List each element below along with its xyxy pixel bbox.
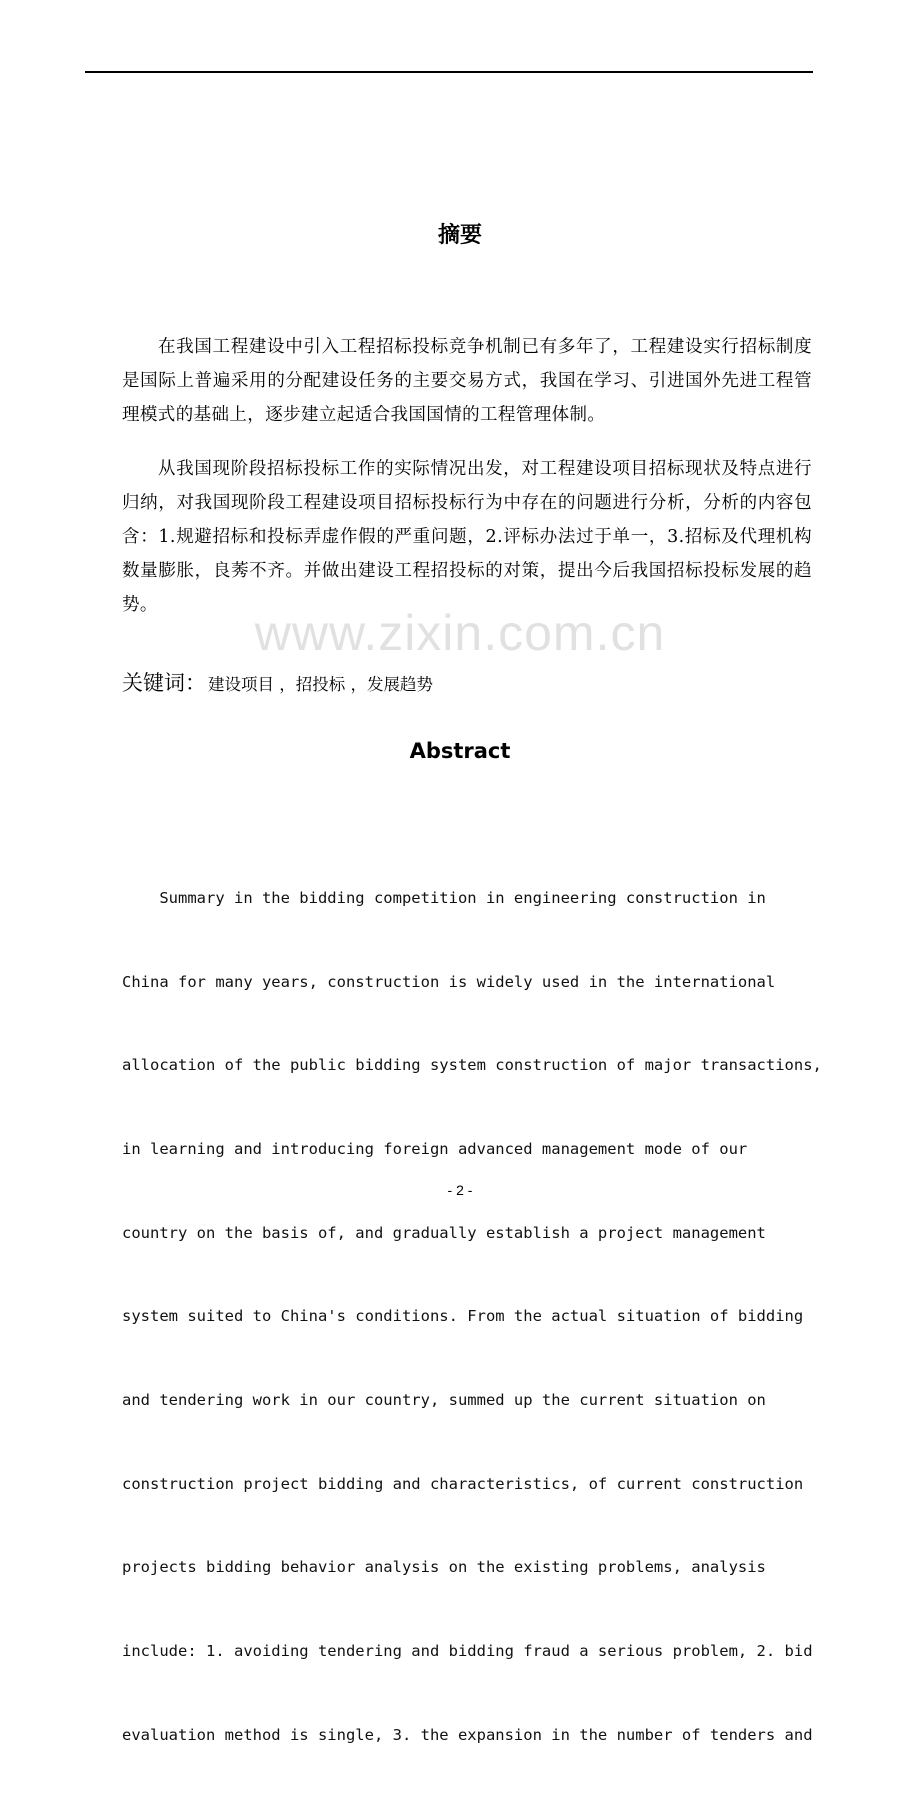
abstract-line: Summary in the bidding competition in engineering construction in [122,888,766,907]
abstract-line: construction project bidding and characteristics, of current construction [122,1474,804,1493]
watermark: www.zixin.com.cn [254,605,666,661]
english-abstract-title: Abstract [409,739,511,763]
keywords-line [122,665,433,703]
abstract-line: projects bidding behavior analysis on the existing problems, analysis [122,1558,766,1577]
abstract-line: China for many years, construction is widely used in the international [122,972,776,991]
abstract-line: and tendering work in our country, summed up the current situation on [122,1391,766,1410]
abstract-line: include: 1. avoiding tendering and bidding fraud a serious problem, 2. bid [122,1642,813,1661]
abstract-line: country on the basis of, and gradually establish a project management [122,1223,766,1242]
english-abstract-paragraph [122,829,842,1806]
chinese-abstract-title: 摘要 [437,223,482,248]
header-rule [85,71,813,73]
abstract-line: in learning and introducing foreign advanced management mode of our [122,1139,748,1158]
keywords-label: 关键词： [122,671,206,695]
keywords-text: 建设项目 ，招投标 ，发展趋势 [208,675,433,694]
page-number: - 2 - [447,1182,473,1198]
abstract-line: evaluation method is single, 3. the expansion in the number of tenders and [122,1725,813,1744]
chinese-abstract-paragraph-1: 在我国工程建设中引入工程招标投标竞争机制已有多年了，工程建设实行招标制度是国际上普遍采用的分配建设任务的主要交易方式，我国在学习、引进国外先进工程管理模式的基础上，逐步建立起适合我国国情的工程管理体制。 [122,337,812,425]
chinese-abstract-paragraph-2: 从我国现阶段招标投标工作的实际情况出发，对工程建设项目招标现状及特点进行归纳，对我国现阶段工程建设项目招标投标行为中存在的问题进行分析，分析的内容包含：1.规避招标和投标弄虚作假的严重问题，2.评标办法过于单一，3.招标及代理机构数量膨胀，良莠不齐。并做出建设工程招投标的对策，提出今后我国招标投标发展的趋势。 [122,459,812,615]
abstract-line: allocation of the public bidding system construction of major transactions, [122,1056,822,1075]
abstract-line: system suited to China's conditions. From the actual situation of bidding [122,1307,804,1326]
